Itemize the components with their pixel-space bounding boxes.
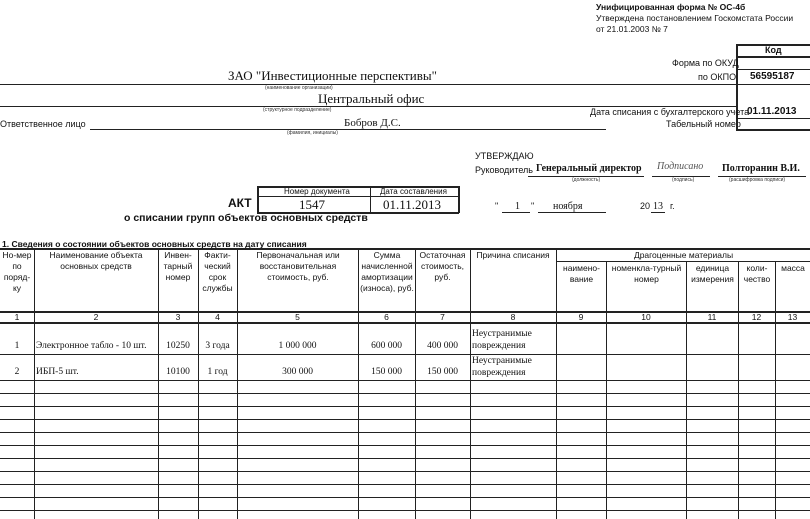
month-line	[538, 212, 606, 213]
approved-line-2: от 21.01.2003 № 7	[596, 24, 668, 34]
row-line-1	[0, 354, 810, 355]
tab-number-label: Табельный номер	[666, 119, 741, 129]
row2-initial-cost: 300 000	[282, 367, 313, 377]
writeoff-date-value: 01.11.2013	[747, 106, 797, 117]
col-header-7: Остаточная стоимость, руб.	[419, 250, 466, 282]
col-number-8: 8	[510, 312, 516, 322]
col-header-4: Факти-ческий срок службы	[202, 250, 233, 293]
row-line-4	[0, 406, 810, 407]
row-line-5	[0, 419, 810, 420]
division-caption: (структурное подразделение)	[263, 107, 332, 113]
year-line	[651, 212, 665, 213]
approved-line-1: Утверждена постановлением Госкомстата России	[596, 13, 794, 23]
numbers-bottom	[0, 322, 810, 324]
col-number-12: 12	[751, 312, 762, 322]
col-header-11: единица измерения	[691, 263, 734, 284]
org-line	[0, 84, 736, 85]
doc-number-label: Номер документа	[284, 187, 350, 196]
col-line-5	[358, 248, 359, 519]
okpo-label: по ОКПО	[698, 72, 737, 82]
row-line-8	[0, 458, 810, 459]
head-signature: Подписано	[657, 161, 704, 172]
row1-term: 3 года	[205, 341, 230, 351]
col-header-13: масса	[781, 263, 805, 273]
row-line-6	[0, 432, 810, 433]
org-caption: (наименование организации)	[265, 85, 333, 91]
okud-label: Форма по ОКУД	[672, 58, 739, 68]
col-line-12	[775, 261, 776, 519]
row1-reason: Неустранимые повреждения	[472, 329, 532, 351]
row2-number: 2	[14, 367, 20, 377]
row-line-9	[0, 471, 810, 472]
col-header-6: Сумма начисленной амортизации (износа), руб.	[360, 250, 414, 293]
col-line-9	[606, 261, 607, 519]
col-header-2: Наименование объекта основных средств	[49, 250, 143, 271]
organization-name: ЗАО "Инвестиционные перспективы"	[228, 68, 437, 83]
position-caption: (должность)	[572, 177, 601, 183]
date-quote-open: "	[495, 201, 499, 211]
day-line	[502, 212, 530, 213]
year-prefix: 20	[640, 201, 651, 211]
responsible-label: Ответственное лицо	[0, 119, 86, 129]
row1-amortization: 600 000	[371, 341, 402, 351]
col-line-10	[686, 261, 687, 519]
col-number-11: 11	[707, 312, 717, 322]
signature-caption: (подпись)	[672, 177, 695, 183]
head-name: Полторанин В.И.	[722, 163, 800, 174]
col-number-3: 3	[175, 312, 181, 322]
col-line-7	[470, 248, 471, 519]
col-header-precious: Драгоценные материалы	[633, 250, 734, 260]
col-line-4	[237, 248, 238, 519]
row-line-2	[0, 380, 810, 381]
responsible-line	[90, 129, 606, 130]
col-number-10: 10	[641, 312, 651, 322]
doc-number-value: 1547	[299, 197, 325, 212]
col-line-2	[158, 248, 159, 519]
form-title: Унифицированная форма № ОС-4б	[596, 2, 746, 12]
row2-term: 1 год	[207, 367, 228, 377]
col-number-5: 5	[295, 312, 300, 322]
act-box-right	[458, 186, 460, 213]
approval-day: 1	[515, 201, 520, 212]
section1-title: 1. Сведения о состоянии объектов основных средств на дату списания	[2, 239, 307, 249]
writeoff-date-label: Дата списания с бухгалтерского учета	[590, 107, 750, 117]
code-header-line	[736, 56, 810, 58]
year-suffix: 13	[653, 201, 663, 212]
row1-inventory: 10250	[166, 341, 190, 351]
act-box-left	[257, 186, 259, 213]
col-line-11	[738, 261, 739, 519]
col-header-1: Но-мер по поряд-ку	[2, 250, 32, 293]
okud-line	[736, 69, 810, 70]
col-number-9: 9	[578, 312, 584, 322]
code-box-left-2	[736, 118, 738, 130]
col-header-8: Причина списания	[476, 250, 550, 260]
col-line-8	[556, 248, 557, 519]
row2-inventory: 10100	[166, 367, 190, 377]
row-line-10	[0, 484, 810, 485]
row1-initial-cost: 1 000 000	[278, 341, 317, 351]
division-name: Центральный офис	[318, 91, 425, 106]
col-number-6: 6	[384, 312, 389, 322]
act-box-mid	[370, 186, 371, 213]
row1-residual: 400 000	[427, 341, 458, 351]
col-number-2: 2	[93, 312, 99, 322]
col-header-3: Инвен-тарный номер	[163, 250, 193, 282]
col-number-13: 13	[787, 312, 798, 322]
writeoff-line	[736, 118, 810, 119]
col-number-4: 4	[215, 312, 220, 322]
approve-label: УТВЕРЖДАЮ	[475, 151, 534, 161]
act-label: АКТ	[228, 196, 252, 210]
row2-name: ИБП-5 шт.	[36, 367, 79, 377]
col-number-7: 7	[440, 312, 445, 322]
okpo-value: 56595187	[750, 71, 795, 82]
doc-date-value: 01.11.2013	[383, 197, 442, 212]
col-header-9: наимено-вание	[563, 263, 600, 284]
head-name-caption: (расшифровка подписи)	[729, 177, 786, 183]
row-line-12	[0, 510, 810, 511]
col-header-5: Первоначальная или восстановительная стоимость, руб.	[256, 250, 340, 282]
col-line-1	[34, 248, 35, 519]
row-line-3	[0, 393, 810, 394]
row2-residual: 150 000	[427, 367, 458, 377]
col-header-12: коли-чество	[743, 263, 771, 284]
approval-month: ноября	[553, 201, 583, 212]
okpo-line	[736, 84, 810, 85]
head-label: Руководитель	[475, 165, 533, 175]
col-line-6	[415, 248, 416, 519]
year-unit: г.	[670, 201, 675, 211]
row1-name: Электронное табло - 10 шт.	[36, 341, 147, 351]
doc-date-label: Дата составления	[380, 187, 447, 196]
date-quote-close: "	[531, 201, 535, 211]
row2-amortization: 150 000	[371, 367, 402, 377]
row-line-7	[0, 445, 810, 446]
row1-number: 1	[14, 341, 20, 351]
col-header-10: номенкла-турный номер	[611, 263, 682, 284]
code-box-bottom	[736, 129, 810, 131]
row-line-11	[0, 497, 810, 498]
row2-reason: Неустранимые повреждения	[472, 356, 532, 378]
precious-subheader-line	[556, 261, 810, 262]
act-subtitle: о списании групп объектов основных средств	[124, 212, 368, 224]
responsible-name: Бобров Д.С.	[344, 117, 401, 129]
head-position: Генеральный директор	[536, 163, 642, 174]
responsible-caption: (фамилия, инициалы)	[287, 130, 338, 136]
col-number-1: 1	[14, 312, 20, 322]
code-header: Код	[765, 45, 782, 55]
